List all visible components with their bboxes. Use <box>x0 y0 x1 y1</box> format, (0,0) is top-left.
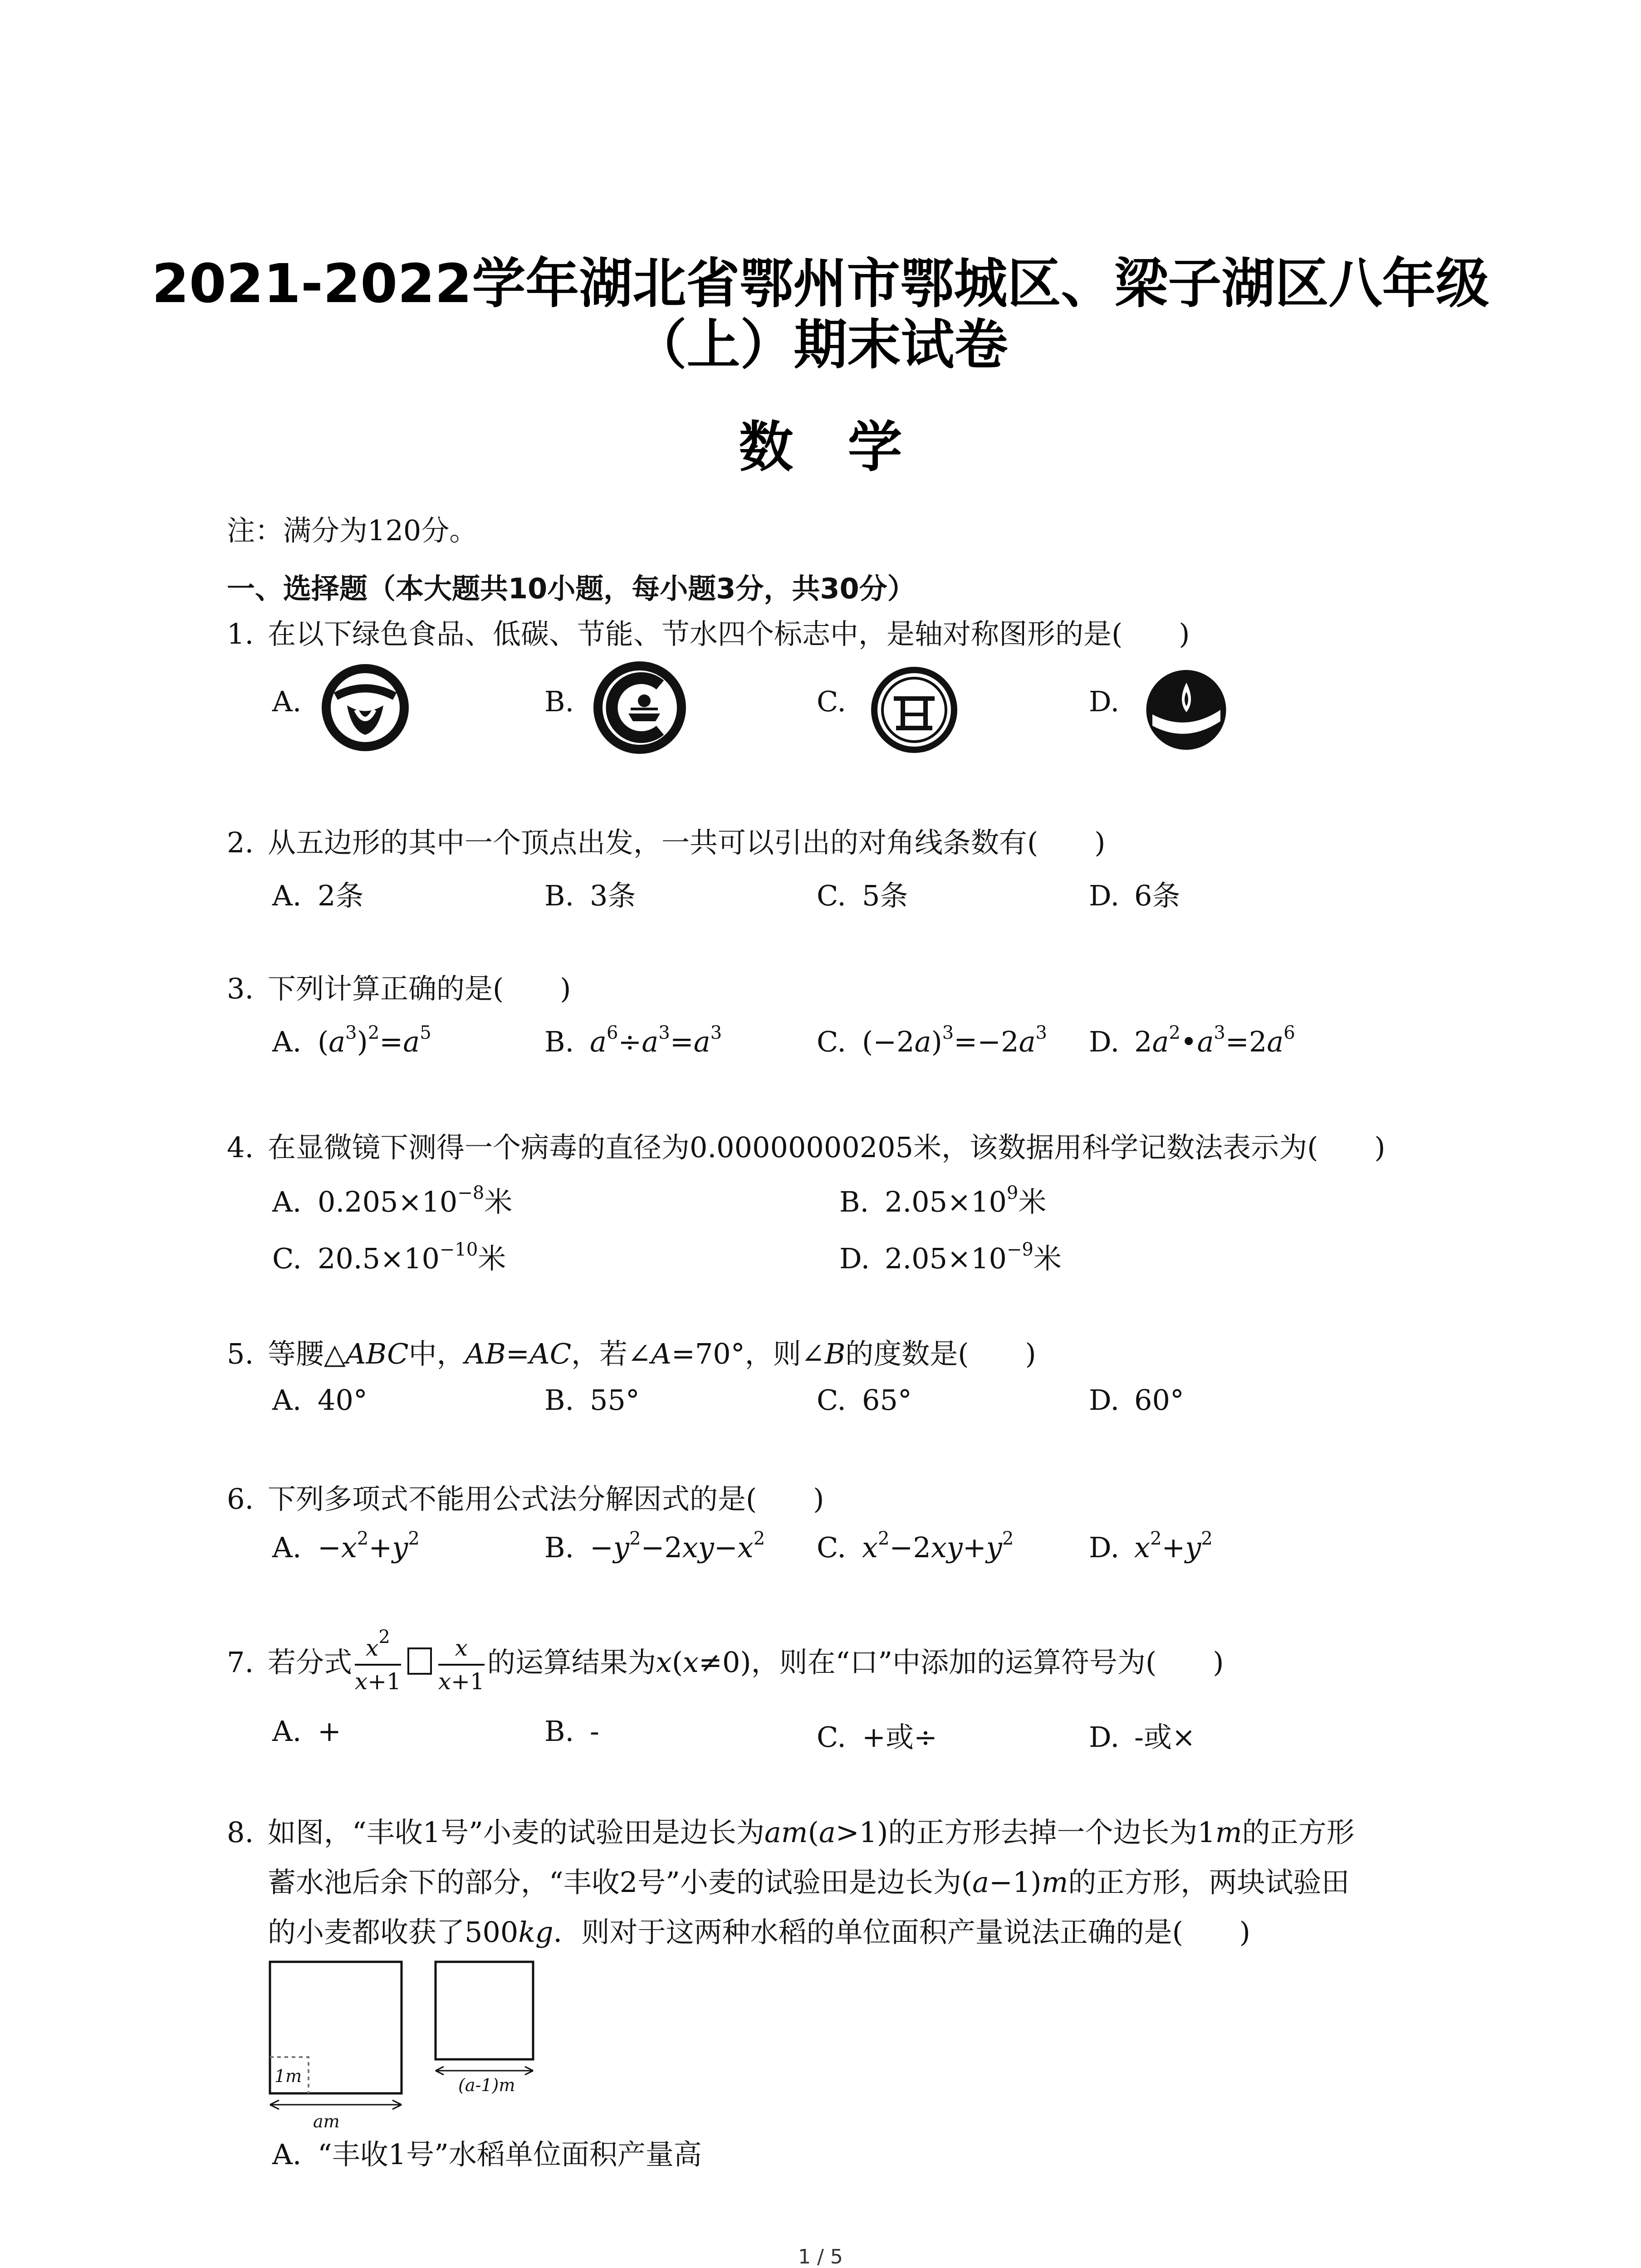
q7-option-b <box>544 1715 599 1748</box>
option-letter: B. <box>544 1531 574 1564</box>
q4-option-d: D. $2.05\times 10^{-9}$米 <box>839 1239 1062 1275</box>
q6-option-c: C. $x^2-2xy+y^2$ <box>817 1528 1014 1564</box>
option-letter: B. <box>544 1383 574 1417</box>
q1-option-a-label: A. <box>272 685 302 718</box>
question-number: 2. <box>227 826 254 859</box>
q1-option-c-label: C. <box>817 685 846 718</box>
q3-option-b: B. $a^6\div a^3=a^3$ <box>544 1022 722 1058</box>
q1-option-d-label: D. <box>1089 685 1120 718</box>
operator-placeholder-box <box>407 1647 432 1675</box>
option-letter: A. <box>272 1531 302 1564</box>
q6-option-b: B. $-y^2-2xy-x^2$ <box>544 1528 765 1564</box>
option-letter: D. <box>1089 1383 1120 1417</box>
question-5: 5. 等腰△ABC中，AB=AC，若∠A=70°，则∠B的度数是( ) <box>227 1331 1036 1377</box>
question-8-line3: 的小麦都收获了500kg．则对于这两种水稻的单位面积产量说法正确的是( ) <box>268 1916 1250 1949</box>
question-3 <box>227 966 571 1012</box>
option-text: “丰收1号”水稻单位面积产量高 <box>318 2138 702 2171</box>
q5-option-c <box>817 1383 912 1417</box>
question-number: 6. <box>227 1482 254 1515</box>
fig-label-am: am <box>313 2112 340 2131</box>
option-letter: A. <box>272 1383 302 1417</box>
option-letter: C. <box>817 879 846 912</box>
score-note: 注：满分为120分。 <box>227 514 478 547</box>
low-carbon-logo-icon <box>592 660 687 755</box>
option-letter: C. <box>817 1531 846 1564</box>
option-letter: C. <box>817 1025 846 1058</box>
question-number: 7. <box>227 1646 254 1679</box>
option-text: -或× <box>1134 1721 1195 1754</box>
q2-option-b <box>544 873 636 914</box>
question-number: 5. <box>227 1337 254 1370</box>
exam-title-line1: 2021-2022学年湖北省鄂州市鄂城区、梁子湖区八年级 <box>152 252 1489 315</box>
exam-title-line2: （上）期末试卷 <box>633 313 1008 376</box>
question-text: 从五边形的其中一个顶点出发，一共可以引出的对角线条数有( ) <box>268 826 1106 859</box>
page-number: 1 / 5 <box>798 2245 843 2268</box>
q3-option-a: A. $(a^3)^2=a^5$ <box>272 1022 431 1058</box>
q7-option-d <box>1089 1715 1195 1755</box>
question-8-line1: 8. 如图，“丰收1号”小麦的试验田是边长为am(a>1)的正方形去掉一个边长为1m的正方形 <box>227 1810 1355 1855</box>
option-text: 40° <box>318 1383 367 1417</box>
option-letter: B. <box>544 879 574 912</box>
question-8-line2: 蓄水池后余下的部分，“丰收2号”小麦的试验田是边长为(a−1)m的正方形，两块试验田 <box>268 1866 1350 1899</box>
q6-option-d: D. $x^2+y^2$ <box>1089 1528 1213 1564</box>
q3-option-d: D. $2a^2•a^3=2a^6$ <box>1089 1022 1295 1058</box>
q4-option-a: A. $0.205\times 10^{-8}$米 <box>272 1183 513 1218</box>
fraction-2: $\frac{x}{x+1}$ <box>438 1632 485 1697</box>
option-letter: A. <box>272 1025 302 1058</box>
fraction-1: $\frac{x^2}{x+1}$ <box>355 1626 401 1695</box>
q2-option-d <box>1089 873 1180 914</box>
question-text: 在以下绿色食品、低碳、节能、节水四个标志中，是轴对称图形的是( ) <box>268 617 1190 650</box>
question-4 <box>227 1125 1385 1170</box>
option-letter: B. <box>544 1025 574 1058</box>
q7-option-a <box>272 1715 341 1748</box>
option-letter: D. <box>839 1242 870 1275</box>
question-text: 下列多项式不能用公式法分解因式的是( ) <box>268 1482 824 1515</box>
q4-option-c: C. $20.5\times 10^{-10}$米 <box>272 1239 506 1275</box>
option-text: 65° <box>862 1383 912 1417</box>
option-letter: D. <box>1089 1531 1120 1564</box>
option-text: +或÷ <box>862 1721 937 1754</box>
option-letter: C. <box>272 1242 302 1275</box>
q2-option-c <box>817 873 908 914</box>
q6-option-a: A. $-x^2+y^2$ <box>272 1528 420 1564</box>
option-letter: A. <box>272 879 302 912</box>
q4-option-b: B. $2.05\times 10^9$米 <box>839 1183 1047 1218</box>
question-text: 下列计算正确的是( ) <box>268 972 571 1005</box>
energy-saving-logo-icon <box>869 665 960 755</box>
option-letter: D. <box>1089 1721 1120 1754</box>
option-letter: D. <box>1089 1025 1120 1058</box>
subject-heading: 数学 <box>739 416 957 479</box>
option-letter: A. <box>272 1715 302 1748</box>
option-letter: B. <box>544 1715 574 1748</box>
option-text: 60° <box>1134 1383 1184 1417</box>
option-text: 5条 <box>862 879 908 912</box>
fig-label-1m: 1m <box>274 2066 302 2086</box>
option-letter: B. <box>839 1185 869 1218</box>
question-number: 8. <box>227 1816 254 1849</box>
fig-label-a-minus-1-m: (a-1)m <box>458 2075 515 2095</box>
q1-option-b-label: B. <box>544 685 574 718</box>
option-text: - <box>590 1715 599 1748</box>
q3-option-c: C. $(-2a)^3=-2a^3$ <box>817 1022 1047 1058</box>
option-letter: A. <box>272 2138 302 2171</box>
question-number: 3. <box>227 972 254 1005</box>
q5-option-b <box>544 1383 640 1417</box>
q8-option-a <box>272 2132 702 2172</box>
option-letter: A. <box>272 1185 302 1218</box>
water-saving-logo-icon <box>1141 665 1232 755</box>
q2-option-a <box>272 873 363 914</box>
q5-option-d <box>1089 1383 1184 1417</box>
question-6 <box>227 1476 824 1522</box>
question-text: 在显微镜下测得一个病毒的直径为0.00000000205米，该数据用科学记数法表示为( ) <box>268 1131 1386 1164</box>
option-text: 2条 <box>318 879 364 912</box>
option-letter: C. <box>817 1721 846 1754</box>
option-letter: D. <box>1089 879 1120 912</box>
question-7: 7. 若分式 $\frac{x^2}{x+1}$ $\frac{x}{x+1}$ 的运算结果为x(x≠0)，则在“口”中添加的运算符号为( ) <box>227 1628 1224 1697</box>
option-text: + <box>318 1715 341 1748</box>
section-heading-multiple-choice: 一、选择题（本大题共10小题，每小题3分，共30分） <box>227 572 916 605</box>
question-2 <box>227 820 1105 865</box>
option-letter: C. <box>817 1383 846 1417</box>
option-text: 55° <box>590 1383 640 1417</box>
q7-option-c <box>817 1715 937 1755</box>
question-1 <box>227 611 1190 657</box>
green-food-logo-icon <box>320 662 411 753</box>
question-number: 4. <box>227 1131 254 1164</box>
option-text: 6条 <box>1134 879 1181 912</box>
question-number: 1. <box>227 617 254 650</box>
q5-option-a <box>272 1383 367 1417</box>
option-text: 3条 <box>590 879 636 912</box>
